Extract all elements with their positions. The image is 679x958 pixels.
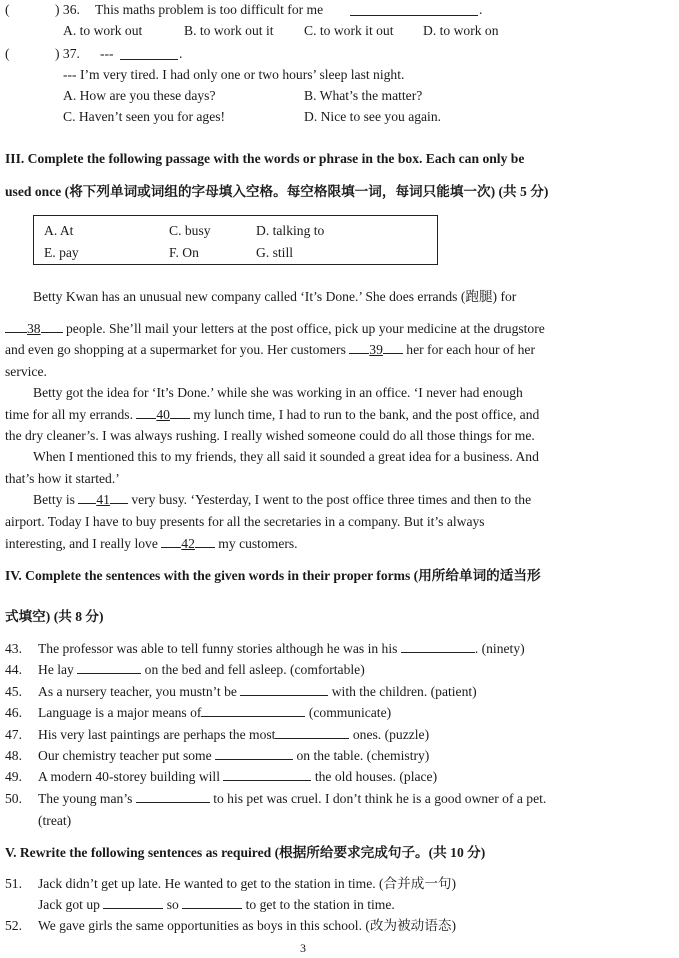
section-5-heading: V. Rewrite the following sentences as required (根据所给要求完成句子。(共 10 分) xyxy=(5,845,486,860)
blank-38-right xyxy=(41,321,63,333)
blank-45[interactable] xyxy=(240,684,328,696)
sentence-number: 46. xyxy=(5,705,22,720)
passage-line xyxy=(5,536,298,552)
sentence-hint: to his pet was cruel. I don’t think he is a good owner of a pet. xyxy=(213,791,547,806)
blank-44[interactable] xyxy=(77,662,141,674)
passage-line xyxy=(33,492,531,508)
q37-option-b[interactable]: B. What’s the matter? xyxy=(304,88,423,103)
q37-option-d[interactable]: D. Nice to see you again. xyxy=(304,109,442,124)
sentence-text: Our chemistry teacher put some xyxy=(38,748,212,763)
blank-48[interactable] xyxy=(215,748,293,760)
sentence-number: 49. xyxy=(5,769,22,784)
passage-line xyxy=(5,407,539,423)
passage-line: When I mentioned this to my friends, they all said it sounded a great idea for a business. And xyxy=(33,449,539,464)
q36-blank[interactable] xyxy=(350,4,478,16)
sentence-text: Language is a major means of xyxy=(38,705,202,720)
sentence-50-hint: (treat) xyxy=(38,813,72,828)
sentence-text: His very last paintings are perhaps the most xyxy=(38,727,276,742)
sentence-hint: on the table. (chemistry) xyxy=(296,748,430,763)
passage-text: Betty is xyxy=(33,492,75,507)
blank-38[interactable]: 38 xyxy=(27,321,41,336)
rewrite-text: Jack got up xyxy=(38,897,100,912)
q37-text: --- xyxy=(100,46,114,61)
blank-42[interactable]: 42 xyxy=(181,536,195,551)
word-box-item-g: G. still xyxy=(256,245,294,260)
blank-51-a[interactable] xyxy=(103,897,163,909)
sentence-number: 45. xyxy=(5,684,22,699)
sentence-hint: the old houses. (place) xyxy=(314,769,438,784)
passage-text: interesting, and I really love xyxy=(5,536,158,551)
blank-42-left xyxy=(161,536,181,548)
sentence-text: The professor was able to tell funny stories although he was in his xyxy=(38,641,398,656)
passage-text: my lunch time, I had to run to the bank, and the post office, and xyxy=(193,407,540,422)
sentence-48 xyxy=(38,748,429,764)
blank-42-right xyxy=(195,536,215,548)
q36-end: . xyxy=(479,2,483,17)
blank-46[interactable] xyxy=(201,705,305,717)
blank-39-left xyxy=(349,342,369,354)
blank-49[interactable] xyxy=(223,769,311,781)
blank-39-right xyxy=(383,342,403,354)
q37-number: ) 37. xyxy=(55,46,80,61)
sentence-number: 50. xyxy=(5,791,22,806)
sentence-number: 44. xyxy=(5,662,22,677)
q36-option-c[interactable]: C. to work it out xyxy=(304,23,394,38)
passage-text: her for each hour of her xyxy=(406,342,535,357)
q37-option-a[interactable]: A. How are you these days? xyxy=(63,88,216,103)
sentence-number: 47. xyxy=(5,727,22,742)
rewrite-number: 51. xyxy=(5,876,22,891)
sentence-45 xyxy=(38,684,477,700)
q36-paren: ( xyxy=(5,2,10,17)
rewrite-52-text: We gave girls the same opportunities as boys in this school. (改为被动语态) xyxy=(38,918,456,933)
blank-50[interactable] xyxy=(136,791,210,803)
sentence-text: The young man’s xyxy=(38,791,133,806)
blank-40-right xyxy=(170,407,190,419)
q36-number: ) 36. xyxy=(55,2,80,17)
q37-reply: --- I’m very tired. I had only one or two hours’ sleep last night. xyxy=(63,67,405,82)
sentence-hint: . (ninety) xyxy=(474,641,525,656)
sentence-text: As a nursery teacher, you mustn’t be xyxy=(38,684,237,699)
sentence-43 xyxy=(38,641,525,657)
blank-38-left xyxy=(5,321,27,333)
blank-40-left xyxy=(136,407,156,419)
rewrite-text: so xyxy=(166,897,179,912)
passage-text: time for all my errands. xyxy=(5,407,133,422)
passage-line xyxy=(5,342,535,358)
word-box xyxy=(33,215,438,265)
sentence-text: He lay xyxy=(38,662,74,677)
sentence-49 xyxy=(38,769,437,785)
word-box-item-a: A. At xyxy=(44,223,74,238)
q37-blank[interactable] xyxy=(120,48,178,60)
passage-line: that’s how it started.’ xyxy=(5,471,120,486)
q37-paren: ( xyxy=(5,46,10,61)
section-4-heading-line1: IV. Complete the sentences with the given words in their proper forms (用所给单词的适当形 xyxy=(5,568,541,583)
passage-text: very busy. ‘Yesterday, I went to the post office three times and then to the xyxy=(131,492,532,507)
passage-text: people. She’ll mail your letters at the post office, pick up your medicine at the drugstore xyxy=(66,321,545,336)
passage-text: and even go shopping at a supermarket for you. Her customers xyxy=(5,342,346,357)
blank-47[interactable] xyxy=(275,727,349,739)
blank-40[interactable]: 40 xyxy=(156,407,170,422)
blank-41[interactable]: 41 xyxy=(96,492,110,507)
passage-line: Betty Kwan has an unusual new company called ‘It’s Done.’ She does errands (跑腿) for xyxy=(33,289,517,304)
word-box-item-d: D. talking to xyxy=(256,223,325,238)
blank-51-b[interactable] xyxy=(182,897,242,909)
passage-line: airport. Today I have to buy presents for all the secretaries in a company. But it’s always xyxy=(5,514,485,529)
blank-41-left xyxy=(78,492,96,504)
rewrite-51-answer xyxy=(38,897,395,913)
blank-41-right xyxy=(110,492,128,504)
passage-line xyxy=(5,321,545,337)
rewrite-51-text: Jack didn’t get up late. He wanted to get to the station in time. (合并成一句) xyxy=(38,876,457,891)
passage-line: the dry cleaner’s. I was always rushing. I really wished someone could do all those things for me. xyxy=(5,428,535,443)
section-3-heading-line1: III. Complete the following passage with the words or phrase in the box. Each can only be xyxy=(5,151,525,166)
word-box-item-e: E. pay xyxy=(44,245,79,260)
sentence-hint: (communicate) xyxy=(308,705,392,720)
sentence-46 xyxy=(38,705,391,721)
sentence-number: 43. xyxy=(5,641,22,656)
q36-option-d[interactable]: D. to work on xyxy=(423,23,499,38)
sentence-text: A modern 40-storey building will xyxy=(38,769,220,784)
page-number: 3 xyxy=(300,941,306,955)
sentence-hint: on the bed and fell asleep. (comfortable) xyxy=(144,662,365,677)
q36-text: This maths problem is too difficult for me xyxy=(95,2,324,17)
rewrite-text: to get to the station in time. xyxy=(245,897,395,912)
sentence-hint: ones. (puzzle) xyxy=(352,727,430,742)
section-3-heading-line2: used once (将下列单词或词组的字母填入空格。每空格限填一词，每词只能填一次) (共 5 分) xyxy=(5,184,549,199)
passage-line: Betty got the idea for ‘It’s Done.’ while she was working in an office. ‘I never had enough xyxy=(33,385,523,400)
sentence-44 xyxy=(38,662,365,678)
q37-end: . xyxy=(179,46,183,61)
q37-option-c[interactable]: C. Haven’t seen you for ages! xyxy=(63,109,226,124)
sentence-50 xyxy=(38,791,546,807)
q36-option-b[interactable]: B. to work out it xyxy=(184,23,274,38)
section-4-heading-line2: 式填空) (共 8 分) xyxy=(5,609,104,624)
sentence-47 xyxy=(38,727,429,743)
sentence-hint: with the children. (patient) xyxy=(331,684,477,699)
q36-option-a[interactable]: A. to work out xyxy=(63,23,143,38)
rewrite-number: 52. xyxy=(5,918,22,933)
word-box-item-c: C. busy xyxy=(169,223,211,238)
blank-43[interactable] xyxy=(401,641,475,653)
passage-text: my customers. xyxy=(218,536,298,551)
word-box-item-f: F. On xyxy=(169,245,199,260)
passage-line: service. xyxy=(5,364,47,379)
sentence-number: 48. xyxy=(5,748,22,763)
blank-39[interactable]: 39 xyxy=(369,342,383,357)
